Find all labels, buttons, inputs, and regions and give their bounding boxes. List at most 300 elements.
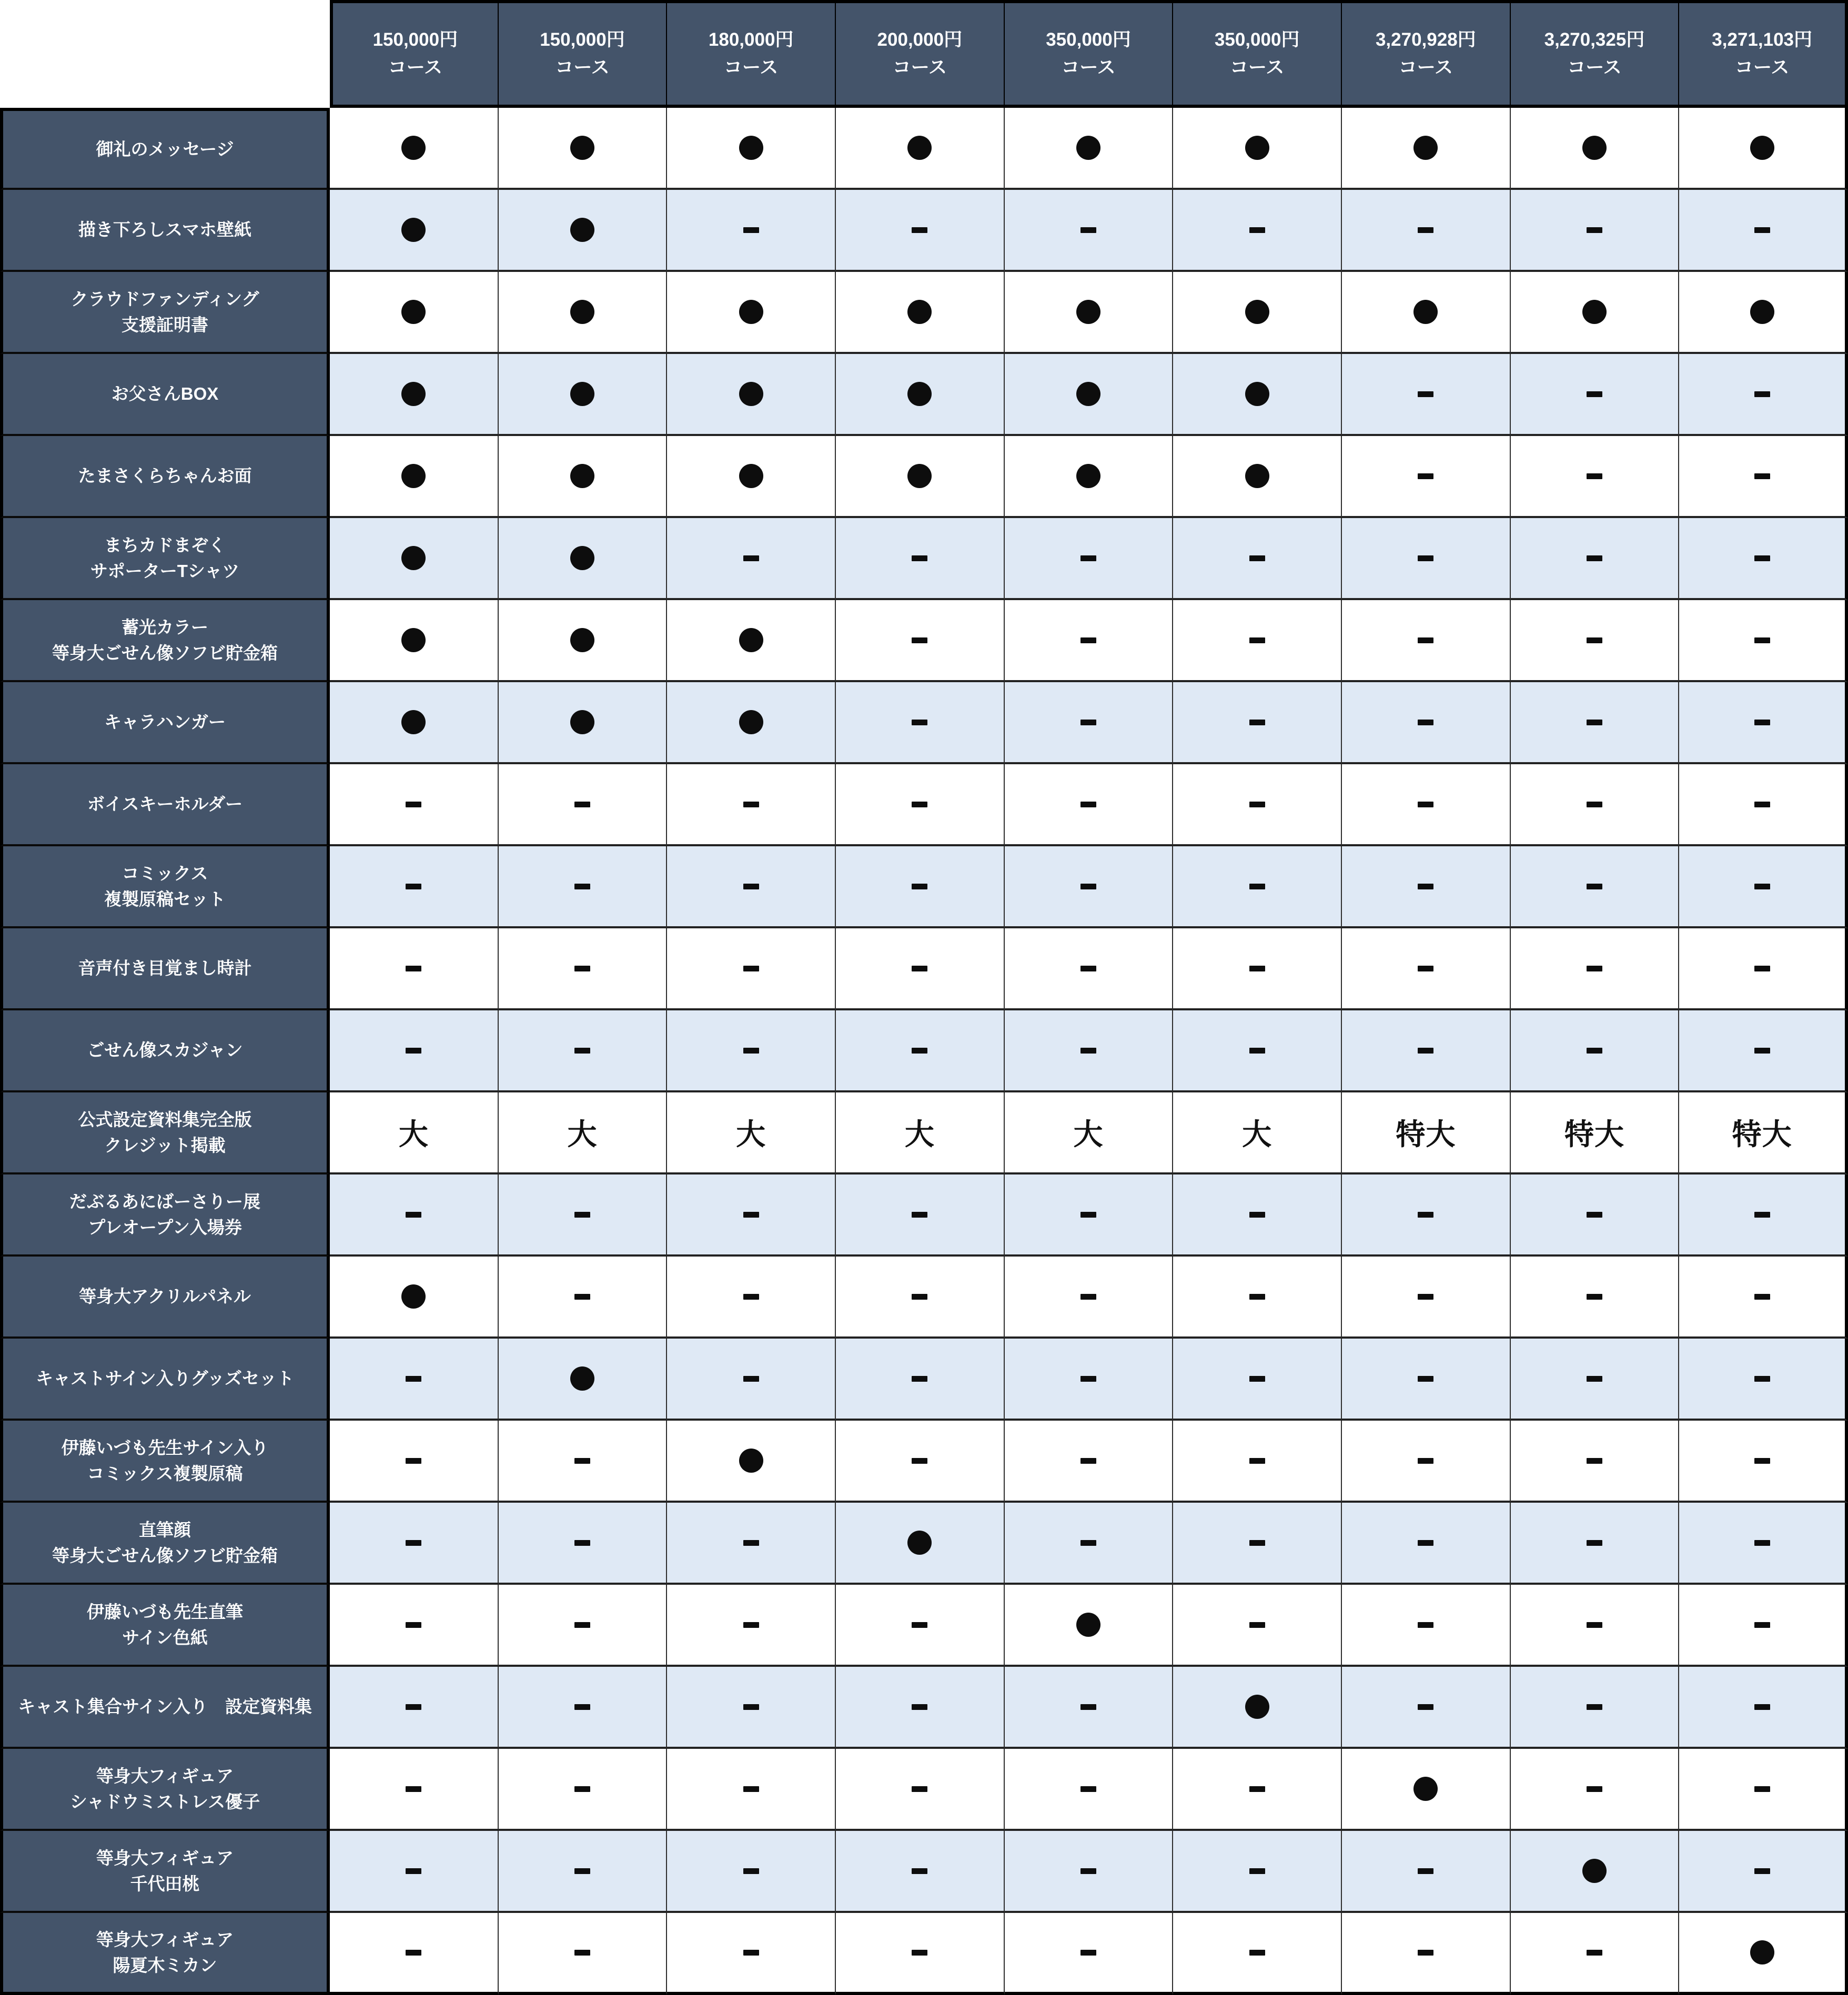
not-included-dash-icon bbox=[912, 227, 927, 233]
table-cell bbox=[836, 1503, 1005, 1585]
not-included-dash-icon bbox=[574, 966, 590, 971]
table-cell bbox=[1511, 764, 1680, 846]
row-label-line: だぶるあにばーさりー展 bbox=[69, 1191, 260, 1211]
table-cell bbox=[1005, 1339, 1174, 1421]
table-cell bbox=[1679, 1339, 1848, 1421]
row-label-line: プレオープン入場券 bbox=[88, 1218, 242, 1237]
table-cell bbox=[1173, 1339, 1342, 1421]
table-cell bbox=[1005, 1010, 1174, 1092]
table-cell bbox=[667, 1667, 836, 1749]
not-included-dash-icon bbox=[1249, 1950, 1265, 1956]
table-cell bbox=[836, 1092, 1005, 1174]
table-cell bbox=[667, 1913, 836, 1995]
table-cell bbox=[1342, 190, 1511, 272]
column-header bbox=[836, 0, 1005, 108]
table-cell bbox=[1005, 272, 1174, 354]
not-included-dash-icon bbox=[1754, 1868, 1770, 1874]
course-suffix: コース bbox=[555, 57, 610, 78]
row-label bbox=[0, 1585, 330, 1667]
table-cell bbox=[1511, 600, 1680, 682]
included-dot-icon bbox=[570, 464, 594, 488]
not-included-dash-icon bbox=[912, 1294, 927, 1300]
row-label bbox=[0, 1749, 330, 1831]
table-cell bbox=[1342, 1174, 1511, 1257]
table-cell bbox=[1679, 1667, 1848, 1749]
table-cell bbox=[1679, 1913, 1848, 1995]
not-included-dash-icon bbox=[406, 884, 421, 889]
table-cell bbox=[330, 1092, 499, 1174]
table-cell bbox=[667, 682, 836, 764]
table-cell bbox=[330, 1503, 499, 1585]
table-cell bbox=[1511, 354, 1680, 436]
not-included-dash-icon bbox=[1418, 391, 1433, 397]
course-price: 150,000円 bbox=[540, 29, 625, 50]
column-header bbox=[1679, 0, 1848, 108]
not-included-dash-icon bbox=[1418, 1540, 1433, 1546]
table-cell bbox=[1173, 928, 1342, 1010]
table-cell bbox=[330, 272, 499, 354]
included-dot-icon bbox=[570, 382, 594, 406]
table-cell bbox=[667, 1092, 836, 1174]
column-header bbox=[330, 0, 499, 108]
table-cell bbox=[499, 1503, 668, 1585]
table-cell bbox=[499, 190, 668, 272]
not-included-dash-icon bbox=[406, 1376, 421, 1382]
row-label bbox=[0, 682, 330, 764]
table-cell bbox=[1342, 1831, 1511, 1913]
table-cell bbox=[330, 1421, 499, 1503]
row-label bbox=[0, 518, 330, 600]
not-included-dash-icon bbox=[1080, 1376, 1096, 1382]
included-dot-icon bbox=[401, 628, 426, 652]
not-included-dash-icon bbox=[1587, 966, 1602, 971]
not-included-dash-icon bbox=[1249, 1212, 1265, 1218]
table-cell bbox=[1173, 1010, 1342, 1092]
table-cell bbox=[499, 354, 668, 436]
included-dot-icon bbox=[570, 300, 594, 324]
table-cell bbox=[667, 928, 836, 1010]
row-label-line: 等身大フィギュア bbox=[96, 1848, 234, 1868]
row-label bbox=[0, 1174, 330, 1257]
table-cell bbox=[1005, 928, 1174, 1010]
table-cell bbox=[330, 518, 499, 600]
credit-size-text: 大 bbox=[904, 1118, 935, 1151]
row-label-line: 公式設定資料集完全版 bbox=[78, 1109, 252, 1129]
row-label-line: シャドウミストレス優子 bbox=[69, 1792, 260, 1811]
included-dot-icon bbox=[1413, 1777, 1438, 1801]
table-cell bbox=[1173, 1421, 1342, 1503]
not-included-dash-icon bbox=[1080, 1212, 1096, 1218]
table-cell bbox=[1679, 1585, 1848, 1667]
table-cell bbox=[667, 190, 836, 272]
not-included-dash-icon bbox=[1249, 1294, 1265, 1300]
not-included-dash-icon bbox=[1080, 1786, 1096, 1792]
not-included-dash-icon bbox=[406, 802, 421, 807]
table-cell bbox=[836, 764, 1005, 846]
row-label-line: コミックス bbox=[122, 863, 208, 883]
table-cell bbox=[1342, 272, 1511, 354]
table-cell bbox=[1342, 1339, 1511, 1421]
table-cell bbox=[330, 1749, 499, 1831]
table-cell bbox=[499, 682, 668, 764]
table-cell bbox=[836, 846, 1005, 928]
table-cell bbox=[1342, 1749, 1511, 1831]
credit-size-text: 大 bbox=[567, 1118, 598, 1151]
row-label bbox=[0, 272, 330, 354]
course-suffix: コース bbox=[388, 57, 442, 78]
table-cell bbox=[1511, 1749, 1680, 1831]
row-label bbox=[0, 354, 330, 436]
not-included-dash-icon bbox=[743, 884, 759, 889]
table-cell bbox=[667, 518, 836, 600]
table-cell bbox=[836, 190, 1005, 272]
table-cell bbox=[499, 1749, 668, 1831]
not-included-dash-icon bbox=[1418, 1458, 1433, 1464]
not-included-dash-icon bbox=[1754, 1704, 1770, 1710]
table-cell bbox=[836, 928, 1005, 1010]
included-dot-icon bbox=[1245, 464, 1269, 488]
not-included-dash-icon bbox=[1587, 1540, 1602, 1546]
table-cell bbox=[1005, 1667, 1174, 1749]
column-header bbox=[499, 0, 668, 108]
not-included-dash-icon bbox=[1587, 637, 1602, 643]
not-included-dash-icon bbox=[912, 1458, 927, 1464]
table-cell bbox=[667, 108, 836, 190]
not-included-dash-icon bbox=[1249, 1458, 1265, 1464]
table-cell bbox=[499, 1010, 668, 1092]
not-included-dash-icon bbox=[406, 1622, 421, 1628]
table-cell bbox=[1511, 1339, 1680, 1421]
not-included-dash-icon bbox=[1249, 1376, 1265, 1382]
not-included-dash-icon bbox=[1418, 1622, 1433, 1628]
included-dot-icon bbox=[739, 300, 763, 324]
course-price: 3,270,928円 bbox=[1375, 29, 1476, 50]
table-cell bbox=[1511, 272, 1680, 354]
included-dot-icon bbox=[739, 710, 763, 734]
table-cell bbox=[499, 1092, 668, 1174]
table-cell bbox=[330, 846, 499, 928]
table-cell bbox=[1173, 600, 1342, 682]
column-header bbox=[1005, 0, 1174, 108]
table-cell bbox=[330, 600, 499, 682]
not-included-dash-icon bbox=[1080, 802, 1096, 807]
table-cell bbox=[836, 1831, 1005, 1913]
column-header bbox=[667, 0, 836, 108]
not-included-dash-icon bbox=[1587, 1048, 1602, 1054]
not-included-dash-icon bbox=[1249, 884, 1265, 889]
not-included-dash-icon bbox=[1080, 1868, 1096, 1874]
not-included-dash-icon bbox=[743, 1704, 759, 1710]
included-dot-icon bbox=[1076, 136, 1100, 160]
row-label-line: 千代田桃 bbox=[130, 1874, 200, 1893]
not-included-dash-icon bbox=[1418, 1376, 1433, 1382]
not-included-dash-icon bbox=[1418, 720, 1433, 725]
not-included-dash-icon bbox=[1754, 637, 1770, 643]
not-included-dash-icon bbox=[912, 966, 927, 971]
course-price: 350,000円 bbox=[1214, 29, 1300, 50]
table-cell bbox=[1173, 354, 1342, 436]
table-cell bbox=[1005, 846, 1174, 928]
included-dot-icon bbox=[401, 710, 426, 734]
not-included-dash-icon bbox=[743, 966, 759, 971]
table-cell bbox=[1005, 682, 1174, 764]
table-cell bbox=[1173, 518, 1342, 600]
included-dot-icon bbox=[1245, 382, 1269, 406]
not-included-dash-icon bbox=[406, 1540, 421, 1546]
table-cell bbox=[1511, 846, 1680, 928]
course-suffix: コース bbox=[1735, 57, 1790, 78]
table-cell bbox=[1511, 1503, 1680, 1585]
table-cell bbox=[330, 436, 499, 518]
table-cell bbox=[1342, 1667, 1511, 1749]
not-included-dash-icon bbox=[912, 1048, 927, 1054]
included-dot-icon bbox=[1245, 300, 1269, 324]
table-cell bbox=[1679, 272, 1848, 354]
table-cell bbox=[1342, 1010, 1511, 1092]
not-included-dash-icon bbox=[1080, 1540, 1096, 1546]
table-cell bbox=[1679, 1831, 1848, 1913]
not-included-dash-icon bbox=[574, 1294, 590, 1300]
table-cell bbox=[330, 1010, 499, 1092]
credit-size-text: 特大 bbox=[1564, 1118, 1624, 1151]
row-label-line: クラウドファンディング bbox=[70, 289, 259, 309]
included-dot-icon bbox=[1582, 136, 1607, 160]
table-cell bbox=[1173, 272, 1342, 354]
table-cell bbox=[499, 846, 668, 928]
row-label-line: 等身大ごせん像ソフビ貯金箱 bbox=[52, 1546, 278, 1565]
table-cell bbox=[667, 1257, 836, 1339]
not-included-dash-icon bbox=[1418, 227, 1433, 233]
credit-size-text: 特大 bbox=[1396, 1118, 1456, 1151]
row-label-line: 音声付き目覚まし時計 bbox=[78, 958, 252, 978]
row-label-line: サポーターTシャツ bbox=[90, 561, 240, 581]
course-suffix: コース bbox=[1398, 57, 1453, 78]
not-included-dash-icon bbox=[1418, 1294, 1433, 1300]
not-included-dash-icon bbox=[1080, 966, 1096, 971]
not-included-dash-icon bbox=[1080, 1048, 1096, 1054]
row-label-line: コミックス複製原稿 bbox=[87, 1464, 243, 1483]
not-included-dash-icon bbox=[1754, 1294, 1770, 1300]
not-included-dash-icon bbox=[1754, 884, 1770, 889]
not-included-dash-icon bbox=[912, 1376, 927, 1382]
table-cell bbox=[330, 1585, 499, 1667]
row-label-line: 等身大アクリルパネル bbox=[79, 1287, 251, 1307]
table-cell bbox=[1005, 1421, 1174, 1503]
table-cell bbox=[1511, 1010, 1680, 1092]
table-cell bbox=[1679, 1503, 1848, 1585]
table-cell bbox=[1679, 190, 1848, 272]
table-cell bbox=[667, 764, 836, 846]
table-cell bbox=[836, 1913, 1005, 1995]
table-cell bbox=[1005, 1585, 1174, 1667]
table-cell bbox=[836, 518, 1005, 600]
not-included-dash-icon bbox=[1080, 1950, 1096, 1956]
not-included-dash-icon bbox=[574, 802, 590, 807]
table-cell bbox=[1342, 1092, 1511, 1174]
table-cell bbox=[330, 764, 499, 846]
not-included-dash-icon bbox=[912, 1622, 927, 1628]
not-included-dash-icon bbox=[1587, 1950, 1602, 1956]
included-dot-icon bbox=[1076, 1613, 1100, 1637]
not-included-dash-icon bbox=[743, 555, 759, 561]
not-included-dash-icon bbox=[743, 1540, 759, 1546]
table-cell bbox=[1173, 1749, 1342, 1831]
table-cell bbox=[1679, 1010, 1848, 1092]
table-cell bbox=[1173, 108, 1342, 190]
table-cell bbox=[1005, 436, 1174, 518]
table-cell bbox=[1005, 764, 1174, 846]
table-cell bbox=[1679, 1257, 1848, 1339]
table-cell bbox=[1342, 108, 1511, 190]
not-included-dash-icon bbox=[1587, 473, 1602, 479]
course-price: 180,000円 bbox=[708, 29, 794, 50]
credit-size-text: 大 bbox=[398, 1118, 429, 1151]
table-cell bbox=[1005, 1749, 1174, 1831]
table-cell bbox=[667, 436, 836, 518]
included-dot-icon bbox=[739, 1449, 763, 1473]
table-cell bbox=[1679, 928, 1848, 1010]
table-cell bbox=[499, 1257, 668, 1339]
included-dot-icon bbox=[907, 300, 932, 324]
not-included-dash-icon bbox=[1249, 1868, 1265, 1874]
table-cell bbox=[1173, 1092, 1342, 1174]
table-cell bbox=[330, 354, 499, 436]
included-dot-icon bbox=[401, 300, 426, 324]
course-suffix: コース bbox=[1230, 57, 1285, 78]
table-cell bbox=[667, 1503, 836, 1585]
course-suffix: コース bbox=[892, 57, 947, 78]
not-included-dash-icon bbox=[406, 1212, 421, 1218]
column-header bbox=[1511, 0, 1680, 108]
included-dot-icon bbox=[401, 1284, 426, 1309]
table-cell bbox=[836, 1257, 1005, 1339]
table-cell bbox=[499, 272, 668, 354]
not-included-dash-icon bbox=[743, 1294, 759, 1300]
table-cell bbox=[1173, 1667, 1342, 1749]
table-cell bbox=[1679, 1092, 1848, 1174]
table-cell bbox=[1005, 518, 1174, 600]
not-included-dash-icon bbox=[1418, 802, 1433, 807]
course-suffix: コース bbox=[724, 57, 779, 78]
table-cell bbox=[667, 354, 836, 436]
not-included-dash-icon bbox=[1080, 555, 1096, 561]
table-cell bbox=[836, 1421, 1005, 1503]
table-cell bbox=[1005, 1174, 1174, 1257]
table-cell bbox=[1005, 1257, 1174, 1339]
table-cell bbox=[1511, 108, 1680, 190]
not-included-dash-icon bbox=[1754, 966, 1770, 971]
not-included-dash-icon bbox=[912, 637, 927, 643]
not-included-dash-icon bbox=[1754, 1048, 1770, 1054]
not-included-dash-icon bbox=[574, 1048, 590, 1054]
not-included-dash-icon bbox=[1249, 1048, 1265, 1054]
table-cell bbox=[499, 436, 668, 518]
included-dot-icon bbox=[1245, 1695, 1269, 1719]
table-cell bbox=[1005, 108, 1174, 190]
included-dot-icon bbox=[1750, 136, 1774, 160]
not-included-dash-icon bbox=[1754, 802, 1770, 807]
row-label bbox=[0, 764, 330, 846]
not-included-dash-icon bbox=[574, 1458, 590, 1464]
not-included-dash-icon bbox=[1249, 802, 1265, 807]
not-included-dash-icon bbox=[1754, 1376, 1770, 1382]
table-cell bbox=[1511, 1174, 1680, 1257]
table-cell bbox=[1005, 354, 1174, 436]
not-included-dash-icon bbox=[1587, 1622, 1602, 1628]
table-cell bbox=[330, 108, 499, 190]
table-cell bbox=[1511, 1257, 1680, 1339]
table-cell bbox=[836, 108, 1005, 190]
course-price: 3,270,325円 bbox=[1544, 29, 1645, 50]
not-included-dash-icon bbox=[743, 802, 759, 807]
not-included-dash-icon bbox=[1249, 1540, 1265, 1546]
table-cell bbox=[836, 354, 1005, 436]
table-cell bbox=[499, 928, 668, 1010]
table-cell bbox=[667, 1831, 836, 1913]
table-cell bbox=[1511, 928, 1680, 1010]
not-included-dash-icon bbox=[1418, 966, 1433, 971]
table-cell bbox=[1342, 1421, 1511, 1503]
not-included-dash-icon bbox=[574, 1212, 590, 1218]
row-label bbox=[0, 928, 330, 1010]
included-dot-icon bbox=[1076, 464, 1100, 488]
not-included-dash-icon bbox=[743, 227, 759, 233]
not-included-dash-icon bbox=[1754, 1458, 1770, 1464]
not-included-dash-icon bbox=[743, 1048, 759, 1054]
not-included-dash-icon bbox=[574, 1950, 590, 1956]
not-included-dash-icon bbox=[406, 1458, 421, 1464]
table-cell bbox=[330, 1257, 499, 1339]
course-price: 150,000円 bbox=[372, 29, 458, 50]
not-included-dash-icon bbox=[912, 555, 927, 561]
not-included-dash-icon bbox=[912, 802, 927, 807]
row-label bbox=[0, 190, 330, 272]
table-cell bbox=[499, 1421, 668, 1503]
not-included-dash-icon bbox=[1249, 637, 1265, 643]
table-cell bbox=[1173, 846, 1342, 928]
table-cell bbox=[1342, 1503, 1511, 1585]
table-cell bbox=[1679, 1749, 1848, 1831]
not-included-dash-icon bbox=[1587, 884, 1602, 889]
row-label bbox=[0, 1503, 330, 1585]
not-included-dash-icon bbox=[1249, 1786, 1265, 1792]
not-included-dash-icon bbox=[1587, 1786, 1602, 1792]
table-cell bbox=[330, 1831, 499, 1913]
not-included-dash-icon bbox=[1587, 1458, 1602, 1464]
not-included-dash-icon bbox=[1418, 1868, 1433, 1874]
included-dot-icon bbox=[907, 382, 932, 406]
not-included-dash-icon bbox=[1418, 1950, 1433, 1956]
not-included-dash-icon bbox=[1249, 1622, 1265, 1628]
table-cell bbox=[836, 1174, 1005, 1257]
row-label bbox=[0, 436, 330, 518]
table-cell bbox=[1342, 682, 1511, 764]
included-dot-icon bbox=[739, 382, 763, 406]
table-cell bbox=[1342, 1257, 1511, 1339]
included-dot-icon bbox=[401, 382, 426, 406]
table-cell bbox=[1511, 1585, 1680, 1667]
table-cell bbox=[499, 1667, 668, 1749]
table-cell bbox=[1679, 600, 1848, 682]
table-cell bbox=[1342, 600, 1511, 682]
row-label bbox=[0, 1339, 330, 1421]
included-dot-icon bbox=[1076, 300, 1100, 324]
not-included-dash-icon bbox=[574, 1540, 590, 1546]
table-cell bbox=[499, 108, 668, 190]
row-label bbox=[0, 846, 330, 928]
table-cell bbox=[836, 1667, 1005, 1749]
not-included-dash-icon bbox=[912, 1868, 927, 1874]
